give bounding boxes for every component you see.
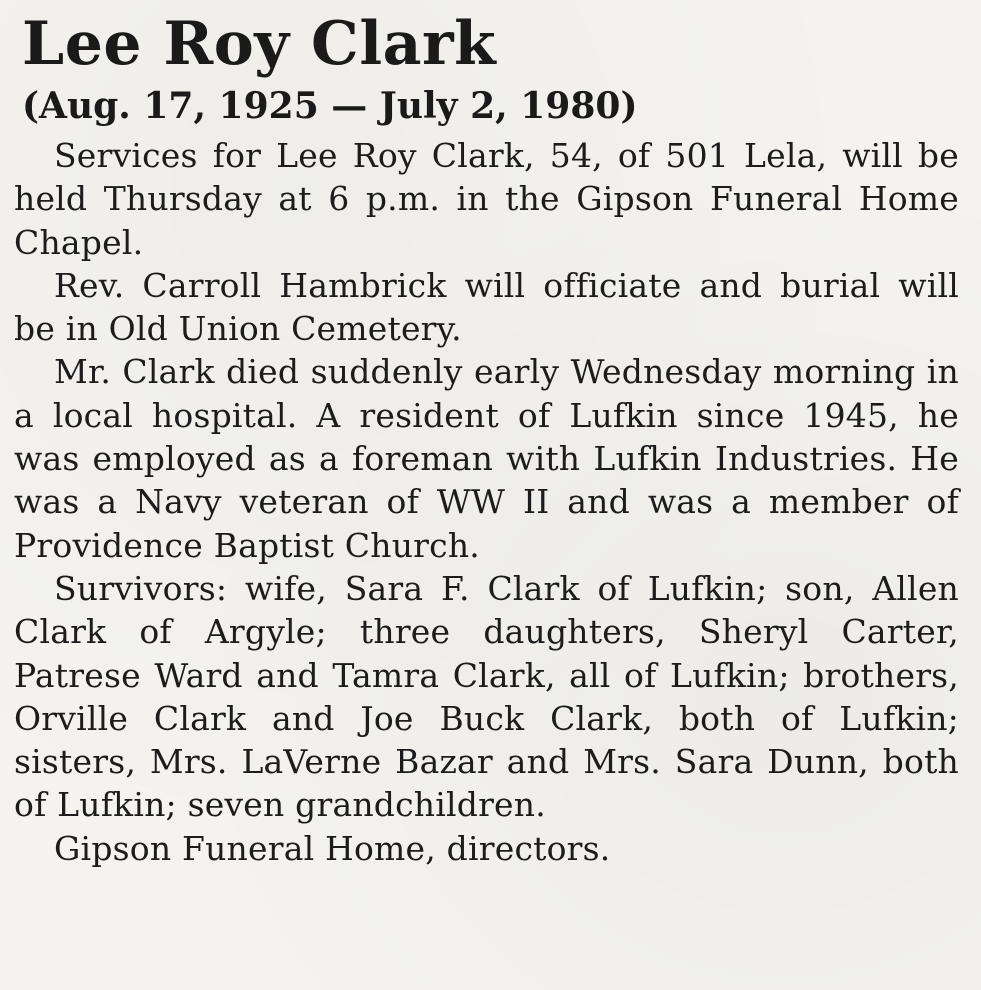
paragraph-survivors: Survivors: wife, Sara F. Clark of Lufkin; son, Allen Clark of Argyle; three daughters, Sheryl Carter, Patrese Ward and Tamra Clark, all of Lufkin; brothers, Orville Clark and Joe Buck Clark, both of Lufkin; sisters, Mrs. LaVerne Bazar and Mrs. Sara Dunn, both of Lufkin; seven grandchildren. — [14, 568, 959, 825]
paragraph-services: Services for Lee Roy Clark, 54, of 501 Lela, will be held Thursday at 6 p.m. in the Gipson Funeral Home Chapel. — [14, 136, 959, 262]
paragraph-biography: Mr. Clark died suddenly early Wednesday morning in a local hospital. A resident of Lufkin since 1945, he was employed as a foreman with Lufkin Industries. He was a Navy veteran of WW II and was a member of Providence Baptist Church. — [14, 352, 959, 565]
paragraph-directors: Gipson Funeral Home, directors. — [54, 828, 611, 868]
obituary-dates: (Aug. 17, 1925 — July 2, 1980) — [22, 85, 638, 127]
obituary-headline: Lee Roy Clark — [22, 9, 497, 79]
paragraph-officiant: Rev. Carroll Hambrick will officiate and burial will be in Old Union Cemetery. — [14, 265, 959, 349]
